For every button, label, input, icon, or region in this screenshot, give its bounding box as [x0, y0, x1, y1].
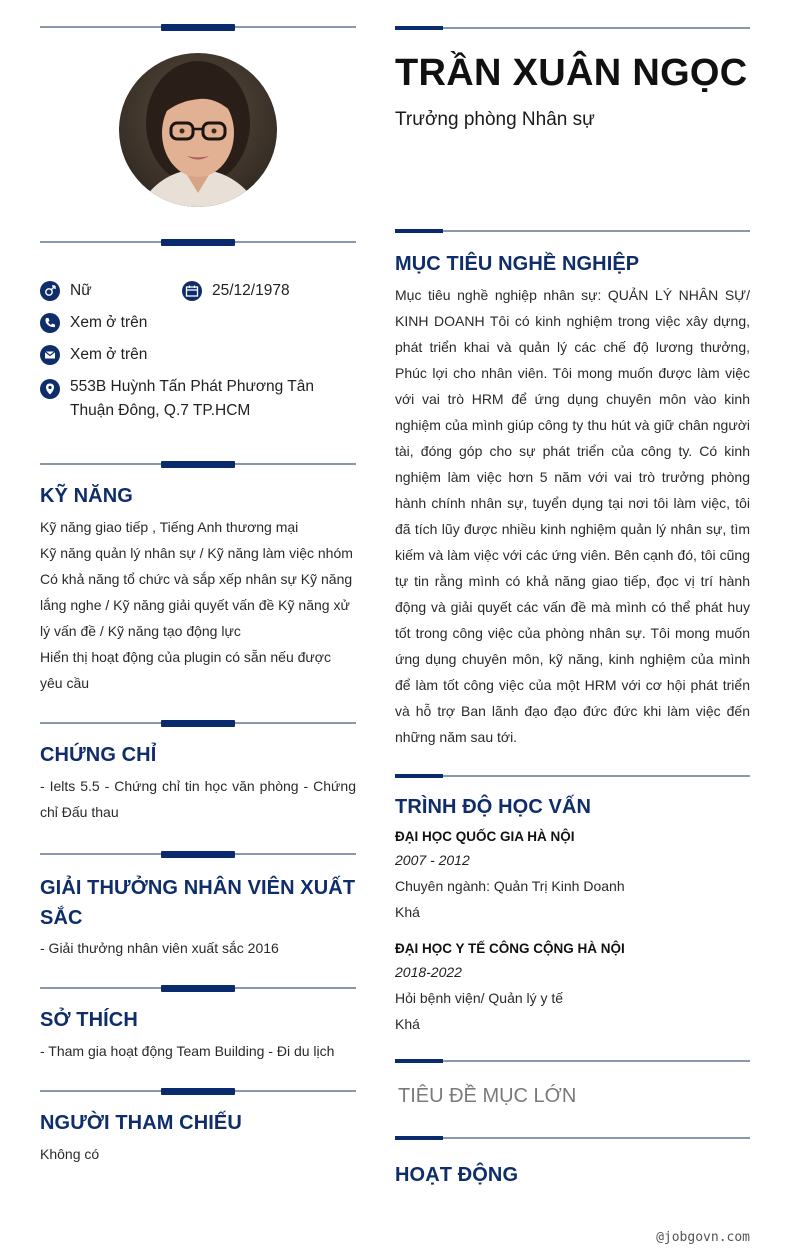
- big-section-title: TIÊU ĐỀ MỤC LỚN: [398, 1085, 577, 1107]
- certificates-title: CHỨNG CHỈ: [40, 744, 157, 766]
- job-title: Trưởng phòng Nhân sự: [395, 109, 595, 130]
- education-years: 2007 - 2012: [395, 852, 470, 868]
- divider: [395, 1057, 750, 1067]
- gender-value: Nữ: [70, 282, 92, 299]
- address-value: 553B Huỳnh Tấn Phát Phương Tân Thuận Đông, Q.7 TP.HCM: [70, 378, 315, 419]
- education-entry: [395, 939, 750, 1037]
- divider: [40, 981, 356, 995]
- education-grade: Khá: [395, 1016, 420, 1032]
- right-column: [395, 0, 750, 1187]
- contact-row-phone: [40, 311, 356, 335]
- phone-icon: [40, 313, 60, 333]
- education-title: TRÌNH ĐỘ HỌC VẤN: [395, 796, 592, 818]
- watermark: @jobgovn.com: [656, 1230, 750, 1245]
- divider: [395, 772, 750, 782]
- divider: [40, 716, 356, 730]
- references-title: NGƯỜI THAM CHIẾU: [40, 1112, 242, 1134]
- gender-icon: [40, 281, 60, 301]
- avatar: [119, 53, 277, 207]
- education-major: Chuyên ngành: Quản Trị Kinh Doanh: [395, 878, 625, 894]
- hobbies-title: SỞ THÍCH: [40, 1009, 138, 1031]
- certificates-text: - Ielts 5.5 - Chứng chỉ tin học văn phòng - Chứng chỉ Đấu thau: [40, 778, 356, 820]
- divider: [395, 227, 750, 237]
- divider: [40, 20, 356, 34]
- profile-photo-wrap: [40, 53, 356, 207]
- objective-text: Mục tiêu nghề nghiệp nhân sự: QUẢN LÝ NHÂN SỰ/ KINH DOANH Tôi có kinh nghiệm trong việc xây dựng, phát triển khai và quản lý các chế độ lương thưởng, Phúc lợi cho nhân viên. Tôi mong muốn được làm việc với vai trò HRM để ứng dụng chuyên môn vào kinh nghiệm của mình giúp công ty thu hút và giữ chân người tài, đóng góp cho sự phát triển của công ty. Có kinh nghiệm làm việc hơn 5 năm với vai trò trưởng phòng hành chính nhân sự, tuyển dụng tại nơi tôi làm việc, tôi đã tích lũy được nhiều kinh nghiệm quản lý nhân sự, tìm kiếm và làm việc với các ứng viên. Bên cạnh đó, tôi cũng tự tin rằng mình có khả năng giao tiếp, đọc vị trí hành động và giải quyết các vấn đề mà mình có thể phát huy tốt trong công việc của phòng nhân sự. Tôi mong muốn ứng dụng chuyên môn, kỹ năng, kinh nghiệm của mình để làm tốt công việc của một HRM với cơ hội phát triển và hỗ trợ Ban lãnh đạo đạo đức đức khi làm việc đến những năm sau tới.: [395, 287, 750, 745]
- education-school: ĐẠI HỌC Y TẾ CÔNG CỘNG HÀ NỘI: [395, 941, 625, 956]
- education-entry: [395, 827, 750, 925]
- education-grade: Khá: [395, 904, 420, 920]
- awards-title: GIẢI THƯỞNG NHÂN VIÊN XUẤT SẮC: [40, 877, 356, 929]
- awards-section: [40, 873, 356, 961]
- divider: [395, 24, 750, 34]
- references-text: Không có: [40, 1146, 100, 1162]
- awards-text: - Giải thưởng nhân viên xuất sắc 2016: [40, 940, 279, 956]
- portrait-photo: [119, 53, 277, 207]
- skills-text: Kỹ năng giao tiếp , Tiếng Anh thương mại Kỹ năng quản lý nhân sự / Kỹ năng làm việc nhóm Có khả năng tổ chức và sắp xếp nhân sự Kỹ năng lắng nghe / Kỹ năng giải quyết vấn đề Kỹ năng xử lý vấn đề / Kỹ năng tạo động lực Hiển thị hoạt động của plugin có sẵn nếu được yêu cầu: [40, 519, 353, 691]
- education-years: 2018-2022: [395, 964, 462, 980]
- candidate-name: TRẦN XUÂN NGỌC: [395, 52, 748, 94]
- birthdate-value: 25/12/1978: [212, 282, 290, 299]
- email-value: Xem ở trên: [70, 346, 148, 363]
- location-icon: [40, 379, 60, 399]
- objective-section: [395, 253, 750, 750]
- divider: [395, 1134, 750, 1144]
- contact-row-email: [40, 343, 356, 367]
- left-column: [40, 0, 356, 1167]
- email-icon: [40, 345, 60, 365]
- divider: [40, 1084, 356, 1098]
- skills-section: [40, 485, 356, 696]
- education-school: ĐẠI HỌC QUỐC GIA HÀ NỘI: [395, 829, 575, 844]
- divider: [40, 457, 356, 471]
- skills-title: KỸ NĂNG: [40, 485, 133, 507]
- references-section: [40, 1112, 356, 1167]
- contact-row-gender-birthdate: [40, 279, 356, 303]
- contact-info: [40, 279, 356, 423]
- phone-value: Xem ở trên: [70, 314, 148, 331]
- contact-row-address: [40, 375, 356, 423]
- hobbies-text: - Tham gia hoạt động Team Building - Đi du lịch: [40, 1043, 335, 1059]
- education-section: [395, 796, 750, 1037]
- objective-title: MỤC TIÊU NGHỀ NGHIỆP: [395, 253, 640, 275]
- divider: [40, 235, 356, 249]
- calendar-icon: [182, 281, 202, 301]
- divider: [40, 847, 356, 861]
- activities-title: HOẠT ĐỘNG: [395, 1164, 519, 1186]
- education-major: Hỏi bệnh viện/ Quản lý y tế: [395, 990, 564, 1006]
- hobbies-section: [40, 1009, 356, 1064]
- certificates-section: [40, 744, 356, 825]
